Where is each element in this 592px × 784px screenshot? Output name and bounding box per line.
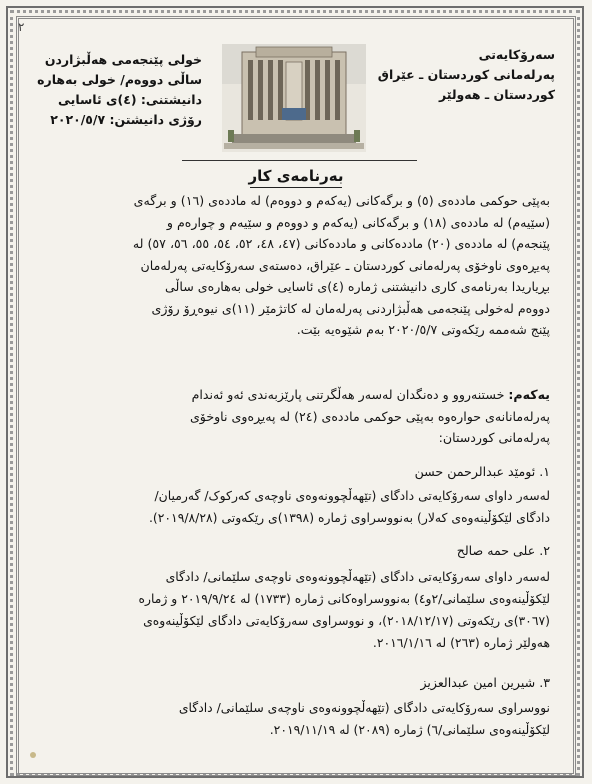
intro-line: پەیڕەوی ناوخۆی پەرلەمانی کوردستان ـ عێراق، دەستەی سەرۆکایەتی پەرلەمان <box>140 257 550 273</box>
member-detail-line: لێکۆڵینەوەی سلێمانی/٦) ژمارە (٢٠٨٩) لە ٢٠١٩/١١/١٩. <box>269 722 550 737</box>
header-parliament: پەرلەمانی کوردستان ـ عێراق <box>377 67 555 82</box>
member-detail-line: لەسەر داوای سەرۆکایەتی دادگای (تێهەڵچوونەوەی ناوچەی کەرکوک/ گەرمیان/ <box>154 488 550 503</box>
agenda-item-line: پەرلەمانی کوردستان: <box>438 430 550 445</box>
header-term: خولی پێنجەمی هەڵبژاردن <box>44 52 202 67</box>
member-details <box>36 566 550 654</box>
intro-line: پێنجەم) لە ماددەی (٢٠) ماددەکانی و ماددەکانی (٤٧، ٤٨، ٥٢، ٥٤، ٥٥، ٥٦، ٥٧) لە <box>132 236 550 251</box>
decorative-dot <box>30 752 36 758</box>
member-detail-line: لێکۆڵینەوەی سلێمانی/٢و٤) بەنووسراوەکانی ژمارە (١٧٣٣) لە ٢٠١٩/٩/٢٤ و ژمارە <box>138 591 550 606</box>
member-details <box>36 697 550 741</box>
member-details <box>36 485 550 529</box>
agenda-item-line: خستنەروو و دەنگدان لەسەر هەڵگرتنی پارێزبەندی ئەو ئەندام <box>191 387 505 402</box>
member-detail-line: نووسراوی سەرۆکایەتی دادگای (تێهەڵچوونەوەی ناوچەی سلێمانی/ دادگای <box>178 700 550 715</box>
member-name: ١. ئومێد عبدالرحمن حسن <box>414 464 550 479</box>
intro-line: (سێیەم) لە ماددەی (١٨) و برگەکانی (یەکەم و دووەم و سێیەم و چوارەم و <box>166 214 550 230</box>
member-name: ٢. علی حمە صالح <box>456 543 550 558</box>
intro-line: پێنج شەممە رێکەوتی ٢٠٢٠/٥/٧ بەم شێوەیە بێت. <box>296 322 550 337</box>
header-divider <box>182 160 417 161</box>
member-name: ٣. شیرین امین عبدالعزیز <box>420 675 550 690</box>
intro-line: دووەم لەخولی پێنجەمی هەڵبژاردنی پەرلەمان لە کاتژمێر (١١)ی نیوەڕۆ رۆژی <box>151 300 550 316</box>
agenda-item-line: پەرلەمانانەی حوارەوە بەپێی حوکمی ماددەی (٢٤) لە پەیڕەوی ناوخۆی <box>189 408 550 424</box>
member-detail-line: (٣٠٦٧)ی رێکەوتی (٢٠١٨/١٢/١٧)، و نووسراوی سەرۆکایەتی دادگای لێکۆڵینەوەی <box>143 613 550 628</box>
header-presidency: سەرۆکایەتی <box>478 47 555 62</box>
member-detail-line: دادگای لێکۆڵینەوەی کەلار) بەنووسراوی ژمارە (١٣٩٨)ی رێکەوتی (٢٠١٩/٨/٢٨). <box>148 510 550 525</box>
intro-line: بەپێی حوکمی ماددەی (٥) و برگەکانی (یەکەم و دووەم) لە ماددەی (١٦) و برگەی <box>133 193 550 208</box>
header-session: دانیشتنی: (٤)ی ئاسایی <box>57 92 202 107</box>
header-location: کوردستان ـ هەولێر <box>438 87 555 102</box>
header-session-info <box>32 50 202 130</box>
member-detail-line: لەسەر داوای سەرۆکایەتی دادگای (تێهەڵچوونەوەی ناوچەی سلێمانی/ دادگای <box>165 569 550 584</box>
corner-page-mark: ٢ <box>18 20 25 34</box>
document-title: بەرنامەی کار <box>248 167 344 185</box>
header-year: ساڵی دووەم/ خولی بەهارە <box>37 72 202 87</box>
agenda-item-label: یەکەم: <box>508 387 550 402</box>
intro-line: بڕیاریدا بەرنامەی کاری دانیشتنی ژمارە (٤)ی ئاسایی خولی بەهارەی ساڵی <box>165 279 550 294</box>
member-detail-line: هەولێر ژمارە (٢٦٣) لە ٢٠١٦/١/١٦. <box>372 635 550 650</box>
title-underline <box>250 187 342 188</box>
parliament-building-image <box>222 44 366 152</box>
header-date: رۆژی دانیشتن: ٢٠٢٠/٥/٧ <box>50 112 202 127</box>
intro-paragraph <box>36 190 550 341</box>
header-institution <box>377 45 555 105</box>
agenda-item-one <box>36 384 550 449</box>
